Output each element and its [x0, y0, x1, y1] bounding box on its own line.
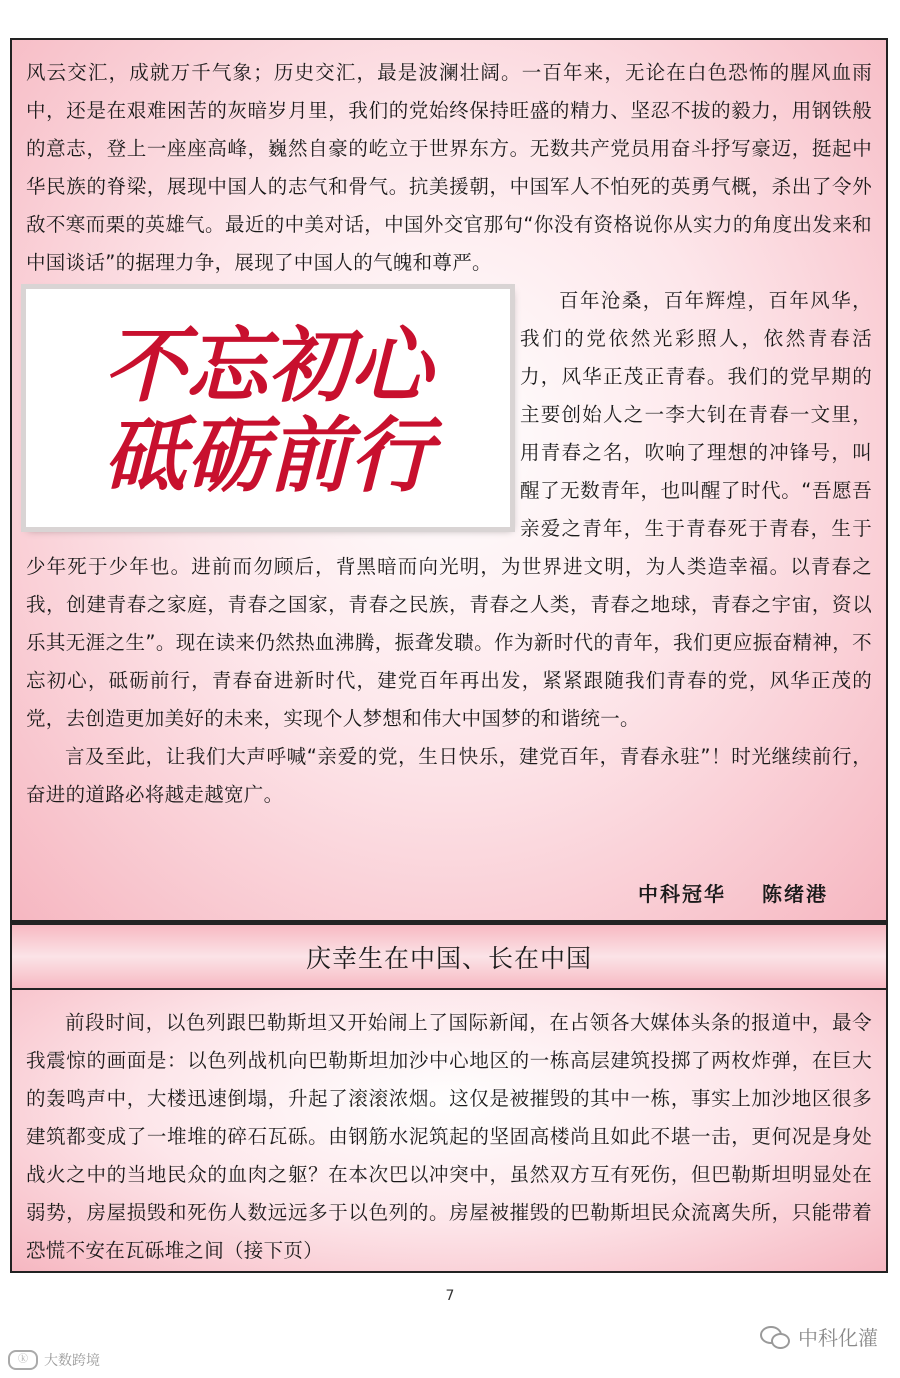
- signature: [602, 878, 828, 907]
- paragraph-1: 风云交汇，成就万千气象；历史交汇，最是波澜壮阔。一百年来，无论在白色恐怖的腥风血雨中，还是在艰难困苦的灰暗岁月里，我们的党始终保持旺盛的精力、坚忍不拔的毅力，用钢铁般的意志，登上一座座高峰，巍然自豪的屹立于世界东方。无数共产党员用奋斗抒写豪迈，挺起中华民族的脊梁，展现中国人的志气和骨气。抗美援朝，中国军人不怕死的英勇气概，杀出了令外敌不寒而栗的英雄气。最近的中美对话，中国外交官那句“你没有资格说你从实力的角度出发来和中国谈话”的据理力争，展现了中国人的气魄和尊严。: [26, 61, 872, 274]
- section-2-title: 庆幸生在中国、长在中国: [10, 922, 888, 990]
- article-section-2: [10, 990, 888, 1273]
- section-2-paragraph-1: 前段时间，以色列跟巴勒斯坦又开始闹上了国际新闻，在占领各大媒体头条的报道中，最令我震惊的画面是：以色列战机向巴勒斯坦加沙中心地区的一栋高层建筑投掷了两枚炸弹，在巨大的轰鸣声中，大楼迅速倒塌，升起了滚滚浓烟。这仅是被摧毁的其中一栋，事实上加沙地区很多建筑都变成了一堆堆的碎石瓦砾。由钢筋水泥筑起的坚固高楼尚且如此不堪一击，更何况是身处战火之中的当地民众的血肉之躯？在本次巴以冲突中，虽然双方互有死伤，但巴勒斯坦明显处在弱势，房屋损毁和死伤人数远远多于以色列的。房屋被摧毁的巴勒斯坦民众流离失所，只能带着恐慌不安在瓦砾堆之间（接下页）: [26, 1011, 872, 1262]
- paragraph-3: 言及至此，让我们大声呼喊“亲爱的党，生日快乐，建党百年，青春永驻”！时光继续前行，奋进的道路必将越走越宽广。: [26, 745, 872, 806]
- watermark-right-text: 中科化灌: [798, 1326, 878, 1350]
- brand-logo-icon: ⓚ: [8, 1350, 38, 1370]
- watermark-left: [8, 1350, 100, 1370]
- watermark-right: [760, 1322, 878, 1351]
- watermark-left-text: 大数跨境: [44, 1353, 100, 1369]
- signature-name: 陈绪港: [762, 882, 828, 906]
- slogan-image: [26, 289, 510, 527]
- wechat-icon: [760, 1326, 790, 1348]
- slogan-line-1: 不忘初心: [104, 318, 432, 414]
- paragraph-2: 百年沧桑，百年辉煌，百年风华，我们的党依然光彩照人，依然青春活力，风华正茂正青春。我们的党早期的主要创始人之一李大钊在青春一文里，用青春之名，吹响了理想的冲锋号，叫醒了无数青年，也叫醒了时代。“吾愿吾亲爱之青年，生于青春死于青春，生于少年死于少年也。进前而勿顾后，背黑暗而向光明，为世界进文明，为人类造幸福。以青春之我，创建青春之家庭，青春之国家，青春之民族，青春之人类，青春之地球，青春之宇宙，资以乐其无涯之生”。现在读来仍然热血沸腾，振聋发聩。作为新时代的青年，我们更应振奋精神，不忘初心，砥砺前行，青春奋进新时代，建党百年再出发，紧紧跟随我们青春的党，风华正茂的党，去创造更加美好的未来，实现个人梦想和伟大中国梦的和谐统一。: [26, 289, 872, 730]
- page-number: 7: [445, 1288, 455, 1304]
- signature-org: 中科冠华: [638, 882, 726, 906]
- article-section-1: [10, 38, 888, 922]
- slogan-calligraphy: [26, 289, 510, 527]
- slogan-line-2: 砥砺前行: [104, 408, 432, 504]
